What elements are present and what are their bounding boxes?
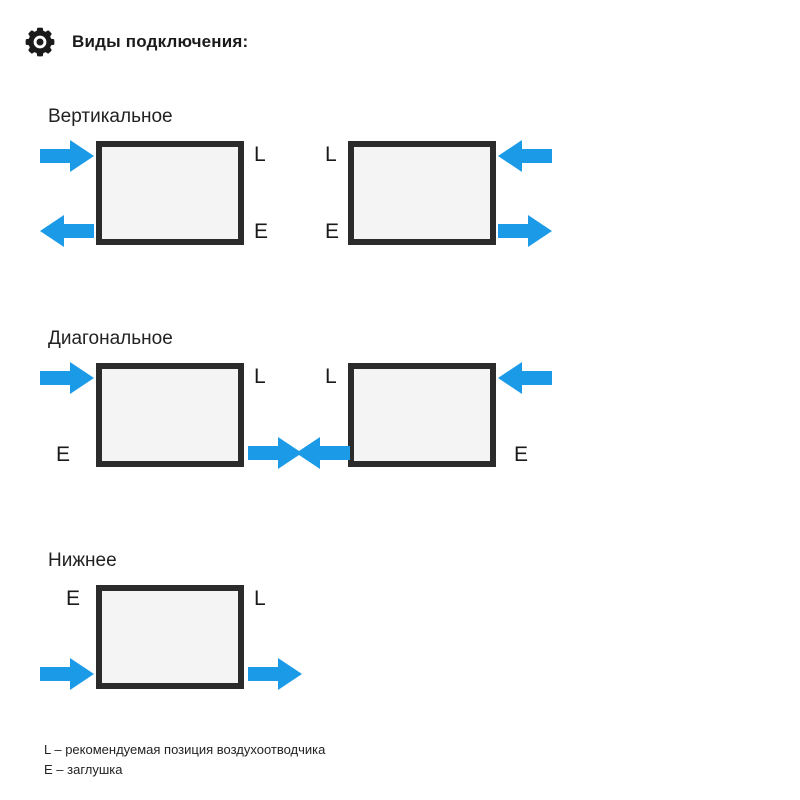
arrow-left-diagonal-right-top xyxy=(498,361,552,395)
radiator-diagonal-right xyxy=(348,363,496,467)
arrow-left-diagonal-right-bottom xyxy=(296,436,350,470)
arrow-right-diagonal-left-bottom xyxy=(248,436,302,470)
page-title: Виды подключения: xyxy=(72,32,249,51)
section-title-diagonal: Диагональное xyxy=(48,328,173,349)
label-diagonal-right-L: L xyxy=(325,365,337,388)
legend-line-E: E – заглушка xyxy=(44,762,123,777)
gear-icon xyxy=(24,26,56,58)
legend xyxy=(44,740,325,780)
label-diagonal-left-L: L xyxy=(254,365,266,388)
radiator-diagonal-left xyxy=(96,363,244,467)
arrow-right-vertical-right-bottom xyxy=(498,214,552,248)
section-title-vertical: Вертикальное xyxy=(48,106,173,127)
label-bottom-E: E xyxy=(66,587,81,610)
arrow-right-vertical-left-top xyxy=(40,139,94,173)
arrow-left-vertical-left-bottom xyxy=(40,214,94,248)
label-diagonal-right-E: E xyxy=(514,443,529,466)
radiator-vertical-left xyxy=(96,141,244,245)
label-vertical-left-E: E xyxy=(254,220,269,243)
label-diagonal-left-E: E xyxy=(56,443,71,466)
radiator-vertical-right xyxy=(348,141,496,245)
arrow-right-bottom-left xyxy=(40,657,94,691)
label-vertical-left-L: L xyxy=(254,143,266,166)
header xyxy=(24,26,248,58)
label-vertical-right-E: E xyxy=(325,220,340,243)
arrow-right-diagonal-left-top xyxy=(40,361,94,395)
radiator-bottom xyxy=(96,585,244,689)
label-bottom-L: L xyxy=(254,587,266,610)
arrow-right-bottom-right xyxy=(248,657,302,691)
arrow-left-vertical-right-top xyxy=(498,139,552,173)
legend-line-L: L – рекомендуемая позиция воздухоотводчика xyxy=(44,742,326,757)
section-title-bottom: Нижнее xyxy=(48,550,117,571)
label-vertical-right-L: L xyxy=(325,143,337,166)
